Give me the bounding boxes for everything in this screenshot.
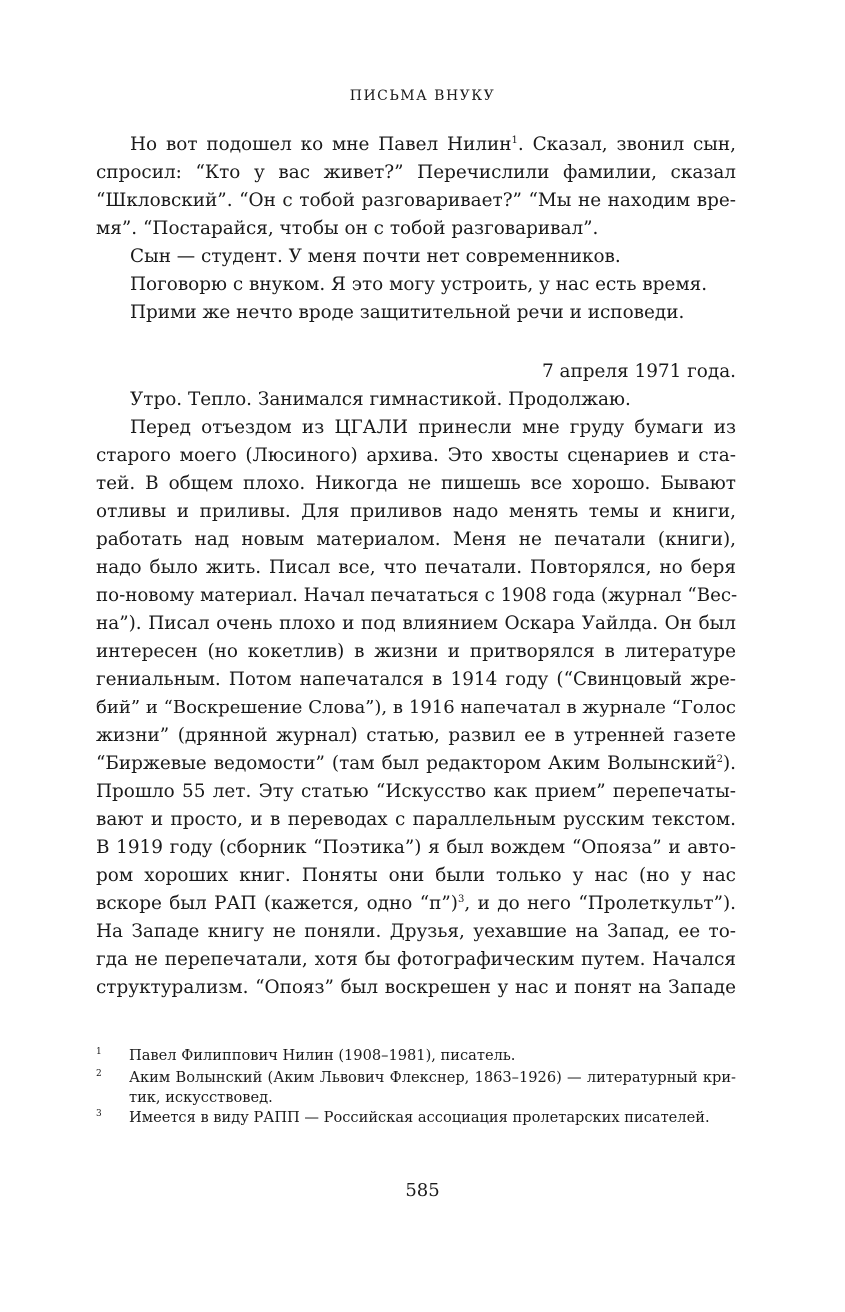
- page-number: 585: [405, 1180, 440, 1201]
- text-line: В 1919 году (сборник “Поэтика”) я был вождем “Опояза” и авто-: [96, 837, 736, 858]
- running-head: ПИСЬМА ВНУКУ: [349, 88, 496, 104]
- footnote-1: [96, 1045, 736, 1067]
- text-line: работать над новым материалом. Меня не печатали (книги),: [96, 529, 736, 550]
- text-line: Прими же нечто вроде защитительной речи и исповеди.: [130, 302, 685, 323]
- text-line: Поговорю с внуком. Я это могу устроить, у нас есть время.: [130, 274, 708, 295]
- text-line: Утро. Тепло. Занимался гимнастикой. Продолжаю.: [130, 389, 631, 410]
- text-line: [96, 131, 736, 159]
- text-line: спросил: “Кто у вас живет?” Перечислили фамилии, сказал: [96, 162, 736, 183]
- text-line: [96, 750, 736, 778]
- text-line: тей. В общем плохо. Никогда не пишешь все хорошо. Бывают: [96, 473, 736, 494]
- footnote-2: [96, 1067, 736, 1089]
- text-line: ром хороших книг. Поняты они были только у нас (но у нас: [96, 865, 736, 886]
- text-line: Прошло 55 лет. Эту статью “Искусство как прием” перепечаты-: [96, 781, 736, 802]
- text-line: надо было жить. Писал все, что печатали. Повторялся, но беря: [96, 557, 736, 578]
- footnote-number: 3: [96, 1109, 102, 1119]
- footnote-ref-3[interactable]: 3: [457, 894, 465, 905]
- footnote-number: 2: [96, 1069, 102, 1079]
- text-line: на”). Писал очень плохо и под влиянием Оскара Уайлда. Он был: [96, 613, 736, 634]
- footnote-ref-2[interactable]: 2: [716, 754, 723, 765]
- text-line: структурализм. “Опояз” был воскрешен у нас и понят на Западе: [96, 977, 736, 998]
- text-fragment: , и до него “Пролеткульт”).: [464, 893, 736, 914]
- footnote-3: [96, 1107, 736, 1129]
- text-line: жизни” (дрянной журнал) статью, развил ее в утренней газете: [96, 725, 736, 746]
- date-line: 7 апреля 1971 года.: [541, 361, 736, 382]
- text-line: Сын — студент. У меня почти нет современников.: [130, 246, 621, 267]
- text-line: На Западе книгу не поняли. Друзья, уехавшие на Запад, ее то-: [96, 921, 736, 942]
- text-fragment: вскоре был РАП (кажется, одно “п”): [96, 893, 458, 914]
- footnote-ref-1[interactable]: 1: [511, 135, 518, 146]
- text-line: гда не перепечатали, хотя бы фотографическим путем. Начался: [96, 949, 736, 970]
- text-line: интересен (но кокетлив) в жизни и притворялся в литературе: [96, 641, 736, 662]
- footnote-2-cont: [96, 1087, 736, 1109]
- text-fragment: Но вот подошел ко мне Павел Нилин: [130, 134, 512, 155]
- footnote-text: тик, искусствовед.: [129, 1089, 273, 1106]
- text-line: “Шкловский”. “Он с тобой разговаривает?” “Мы не находим вре-: [96, 190, 736, 211]
- text-line: Перед отъездом из ЦГАЛИ принесли мне груду бумаги из: [130, 417, 736, 438]
- footnote-text: Павел Филиппович Нилин (1908–1981), писатель.: [129, 1047, 516, 1064]
- text-line: бий” и “Воскрешение Слова”), в 1916 напечатал в журнале “Голос: [96, 697, 736, 718]
- text-fragment: ).: [722, 753, 736, 774]
- text-fragment: . Сказал, звонил сын,: [517, 134, 736, 155]
- footnote-number: 1: [96, 1047, 102, 1057]
- text-line: отливы и приливы. Для приливов надо менять темы и книги,: [96, 501, 736, 522]
- text-line: [96, 890, 736, 918]
- text-line: гениальным. Потом напечатался в 1914 году (“Свинцовый жре-: [96, 669, 736, 690]
- footnote-text: Аким Волынский (Аким Львович Флекснер, 1863–1926) — литературный кри-: [129, 1069, 736, 1086]
- text-fragment: “Биржевые ведомости” (там был редактором Аким Волынский: [96, 753, 717, 774]
- text-line: мя”. “Постарайся, чтобы он с тобой разговаривал”.: [96, 218, 599, 239]
- text-line: вают и просто, и в переводах с параллельным русским текстом.: [96, 809, 736, 830]
- footnote-text: Имеется в виду РАПП — Российская ассоциация пролетарских писателей.: [129, 1109, 710, 1126]
- text-line: по-новому материал. Начал печататься с 1908 года (журнал “Вес-: [96, 585, 738, 606]
- text-line: старого моего (Люсиного) архива. Это хвосты сценариев и ста-: [96, 445, 736, 466]
